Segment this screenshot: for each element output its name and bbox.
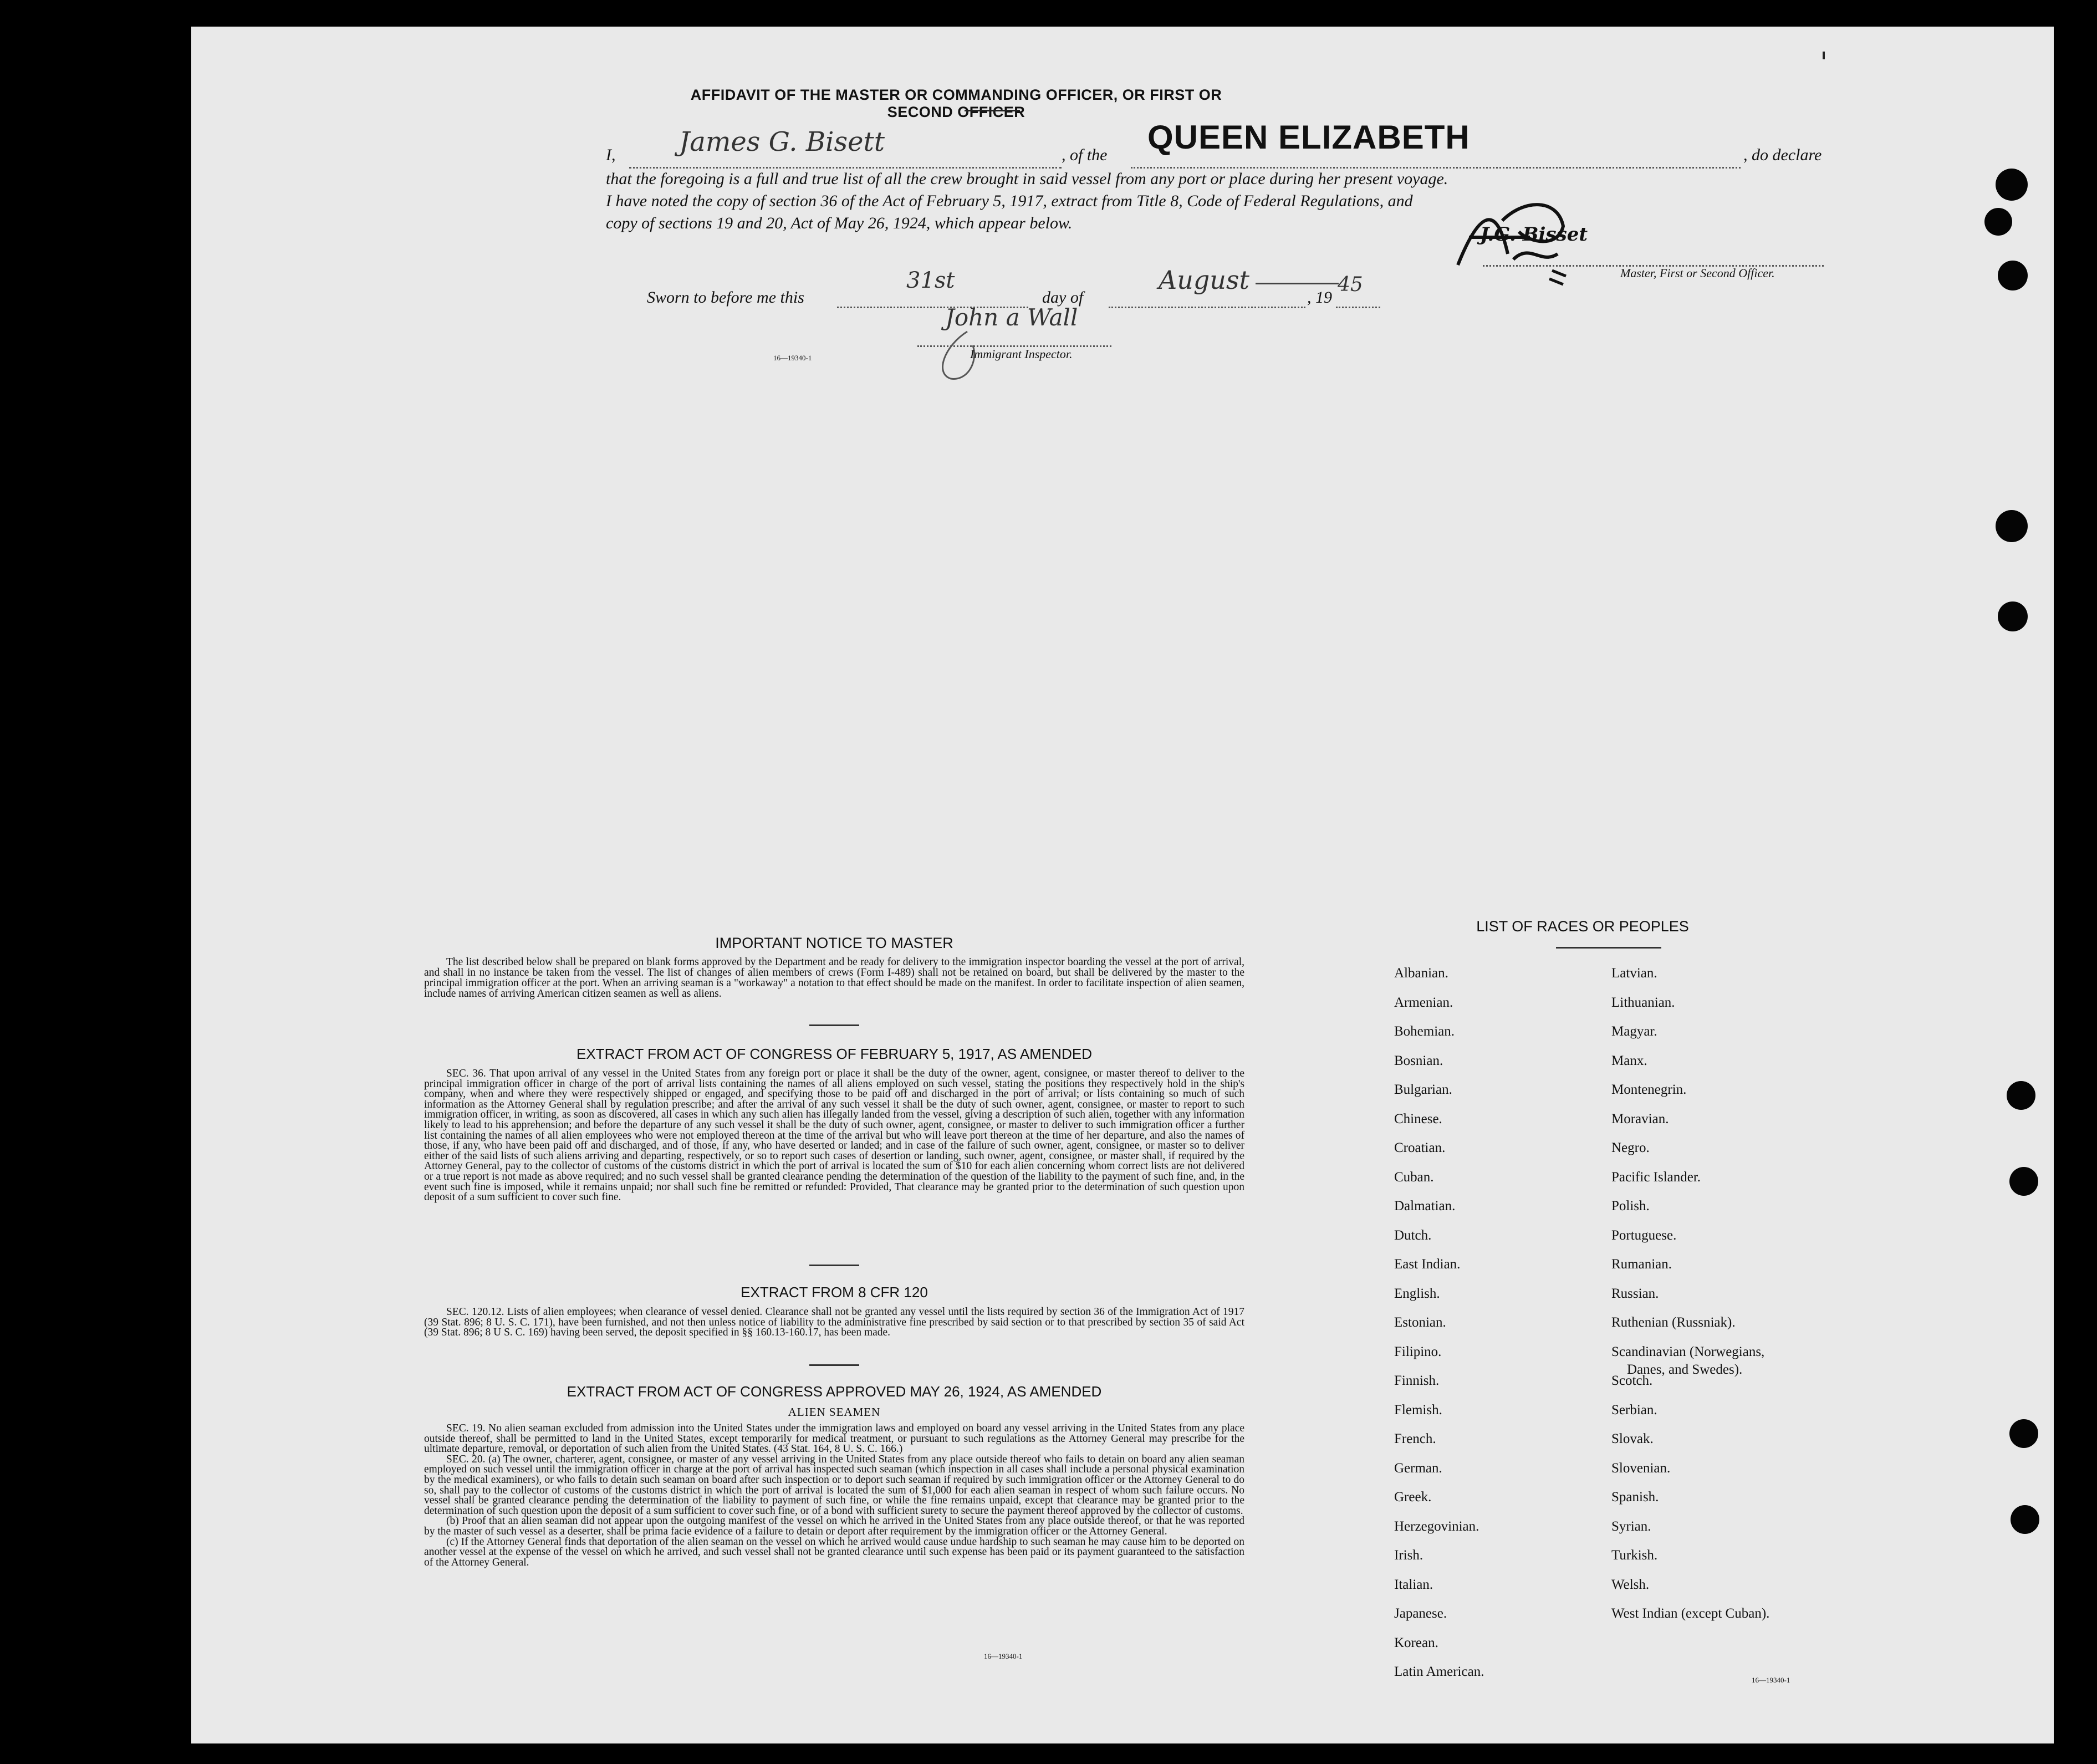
punch-hole	[2011, 1505, 2039, 1534]
race-item: Magyar.	[1611, 1024, 1657, 1039]
race-item: Lithuanian.	[1611, 995, 1675, 1010]
rule-2	[809, 1265, 859, 1266]
race-item: Welsh.	[1611, 1577, 1650, 1592]
race-item: Negro.	[1611, 1140, 1650, 1155]
race-item: Chinese.	[1394, 1111, 1442, 1126]
race-item: Slovenian.	[1611, 1460, 1671, 1476]
year-suffix: 45	[1338, 273, 1363, 296]
race-item: West Indian (except Cuban).	[1611, 1606, 1770, 1621]
race-item: East Indian.	[1394, 1257, 1461, 1272]
race-item: Bosnian.	[1394, 1053, 1443, 1068]
punch-hole	[1998, 601, 2028, 631]
race-item: Flemish.	[1394, 1402, 1442, 1418]
race-item: English.	[1394, 1286, 1440, 1301]
race-item: Spanish.	[1611, 1490, 1659, 1505]
vessel-name: QUEEN ELIZABETH	[1147, 119, 1470, 156]
punch-hole	[2009, 1419, 2038, 1448]
rule-1	[809, 1024, 859, 1026]
race-item: Bulgarian.	[1394, 1082, 1452, 1097]
race-item: Polish.	[1611, 1199, 1650, 1214]
form-number-right: 16—19340-1	[1752, 1676, 1790, 1684]
year-prefix: , 19	[1307, 288, 1332, 307]
officer-name-handwritten: James G. Bisett	[679, 126, 885, 157]
extract-1917-title: EXTRACT FROM ACT OF CONGRESS OF FEBRUARY 5, 1917, AS AMENDED	[576, 1046, 1092, 1062]
races-title: LIST OF RACES OR PEOPLES	[1476, 918, 1689, 935]
race-item: Latvian.	[1611, 966, 1657, 981]
affidavit-line-3: copy of sections 19 and 20, Act of May 26, 1924, which appear below.	[606, 214, 1073, 232]
master-caption: Master, First or Second Officer.	[1620, 266, 1775, 280]
extract-cfr-body: SEC. 120.12. Lists of alien employees; when clearance of vessel denied. Clearance shall not be granted any vessel until the lists required by section 36 of the Immigration Act of 1917 (39 Stat. 896; 8 U. S. C. 171), have been furnished, and not then unless notice of liability to the administrative fine prescribed by said section or to that prescribed by section 35 of said Act (39 Stat. 896; 8 U S. C. 169) having been served, the deposit specified in §§ 160.13-160.17, has been made.	[424, 1306, 1244, 1339]
punch-hole	[2009, 1167, 2038, 1196]
of-the-label: , of the	[1062, 146, 1108, 164]
race-item: Albanian.	[1394, 966, 1448, 981]
extract-1924-title: EXTRACT FROM ACT OF CONGRESS APPROVED MAY 26, 1924, AS AMENDED	[567, 1383, 1102, 1400]
extract-1917-body: SEC. 36. That upon arrival of any vessel in the United States from any foreign port or place it shall be the duty of the owner, agent, consignee, or master thereof to deliver to the principal immigration officer in charge of the port of arrival lists containing the names of all aliens employed on such vessel, stating the positions they respectively hold in the ship's company, when and where they were respectively shipped or engaged, and specifying those to be paid off and discharged in the port of arrival; or lists containing so much of such information as the Attorney General shall by regulation prescribe; and after the arrival of any such vessel it shall be the duty of such owner, agent, consignee, or master to report to such immigration officer, in writing, as soon as discovered, all cases in which any such alien has illegally landed from the vessel, giving a description of such alien, together with any information likely to lead to his apprehension; and before the departure of any such vessel it shall be the duty of such owner, agent, consignee, or master to deliver to such immigration officer a further list containing the names of all alien employees who were not employed thereon at the time of the arrival but who will leave port thereon at the time of her departure, and also the names of those, if any, who have been paid off and discharged, and of those, if any, who have deserted or landed; and in case of the failure of such owner, agent, consignee, or master so to deliver either of the said lists of such aliens arriving and departing, respectively, or so to report such cases of desertion or landing, such owner, agent, consignee, or master shall, if required by the Attorney General, pay to the collector of customs of the customs district in which the port of arrival is located the sum of $10 for each alien concerning whom correct lists are not delivered or a true report is not made as above required; and no such vessel shall be granted clearance pending the determination of the question of the liability to the payment of such fine, and, in the event such fine is imposed, while it remains unpaid; nor shall such fine be remitted or refunded: Provided, That clearance may be granted prior to the determination of such question upon deposit of a sum sufficient to cover such fine.	[424, 1068, 1244, 1204]
affidavit-line-2: I have noted the copy of section 36 of the Act of February 5, 1917, extract from Title 8, Code of Federal Regulations, and	[606, 192, 1413, 210]
race-item: French.	[1394, 1431, 1436, 1446]
sworn-month: August	[1159, 265, 1250, 295]
punch-hole	[1996, 169, 2028, 201]
extract-cfr-title: EXTRACT FROM 8 CFR 120	[741, 1284, 928, 1301]
race-item: Armenian.	[1394, 995, 1453, 1010]
punch-hole	[2007, 1081, 2035, 1110]
race-item: Italian.	[1394, 1577, 1433, 1592]
race-item: Dalmatian.	[1394, 1199, 1456, 1214]
race-item: Serbian.	[1611, 1402, 1657, 1418]
race-item: Latin American.	[1394, 1664, 1484, 1679]
inspector-signature-line	[917, 340, 1111, 347]
race-item: Rumanian.	[1611, 1257, 1672, 1272]
sworn-label: Sworn to before me this	[647, 288, 804, 307]
master-signature: J.G. Bisset	[1480, 223, 1588, 246]
race-item: Croatian.	[1394, 1140, 1446, 1155]
race-item: German.	[1394, 1460, 1442, 1476]
form-number-left: 16—19340-1	[984, 1652, 1023, 1660]
sworn-month-line	[1109, 295, 1305, 308]
month-flourish	[1256, 283, 1339, 284]
race-item: Portuguese.	[1611, 1227, 1677, 1243]
race-item: Montenegrin.	[1611, 1082, 1687, 1097]
race-item: Estonian.	[1394, 1315, 1446, 1330]
punch-hole	[1984, 208, 2012, 236]
race-item: Japanese.	[1394, 1606, 1447, 1621]
i-label: I,	[606, 146, 616, 164]
form-number-top: 16—19340-1	[773, 354, 812, 362]
punch-hole	[1996, 510, 2028, 542]
race-item: Finnish.	[1394, 1373, 1440, 1388]
sec-20c: (c) If the Attorney General finds that deportation of the alien seaman on the vessel on which he arrived would cause undue hardship to such seaman he may cause him to be deported on another vessel at the expense of the vessel on which he arrived, and such vessel shall not be granted clearance until such expense has been paid or its payment guaranteed to the satisfaction of the Attorney General.	[424, 1536, 1244, 1568]
race-item: Russian.	[1611, 1286, 1659, 1301]
race-item: Herzegovinian.	[1394, 1518, 1479, 1534]
race-item: Bohemian.	[1394, 1024, 1455, 1039]
inspector-caption: Immigrant Inspector.	[970, 347, 1073, 361]
punch-hole	[1998, 261, 2028, 290]
do-declare-label: , do declare	[1743, 146, 1822, 164]
rule-3	[809, 1364, 859, 1366]
day-of-label: day of	[1042, 288, 1084, 307]
extract-1924-text	[424, 1424, 1244, 1568]
race-item: Cuban.	[1394, 1169, 1434, 1185]
race-item: Scotch.	[1611, 1373, 1653, 1388]
races-rule	[1556, 947, 1661, 949]
race-item: Manx.	[1611, 1053, 1647, 1068]
race-item: Slovak.	[1611, 1431, 1654, 1446]
affidavit-title: AFFIDAVIT OF THE MASTER OR COMMANDING OFFICER, OR FIRST OR SECOND OFFICER	[690, 86, 1222, 120]
race-item: Irish.	[1394, 1548, 1423, 1563]
race-item: Syrian.	[1611, 1518, 1651, 1534]
race-item: Greek.	[1394, 1490, 1432, 1505]
sec-20b: (b) Proof that an alien seaman did not appear upon the outgoing manifest of the vessel on which he arrived in the United States from any place outside thereof, or that he was reported by the master of such vessel as a deserter, shall be prima facie evidence of a failure to detain or deport after requirement by the immigration officer or the Attorney General.	[424, 1515, 1244, 1537]
year-line	[1336, 295, 1380, 308]
inspector-signature: John a Wall	[945, 304, 1078, 331]
title-rule	[965, 110, 1020, 111]
race-item: Pacific Islander.	[1611, 1169, 1701, 1185]
race-item: Ruthenian (Russniak).	[1611, 1315, 1736, 1330]
race-item: Korean.	[1394, 1635, 1438, 1650]
corner-mark	[1823, 52, 1825, 59]
race-item: Scandinavian (Norwegians,	[1611, 1344, 1765, 1359]
race-item: Danes, and Swedes).	[1627, 1362, 1743, 1377]
sec-19: SEC. 19. No alien seaman excluded from admission into the United States under the immigration laws and employed on board any vessel arriving in the United States from any place outside thereof, shall be permitted to land in the United States, except temporarily for medical treatment, or pursuant to such regulations as the Attorney General may prescribe for the ultimate departure, removal, or deportation of such alien from the United States. (43 Stat. 164, 8 U. S. C. 166.)	[424, 1423, 1244, 1455]
race-item: Moravian.	[1611, 1111, 1669, 1126]
race-item: Turkish.	[1611, 1548, 1658, 1563]
extract-1924-subtitle: ALIEN SEAMEN	[788, 1405, 881, 1419]
document-page	[191, 27, 2054, 1743]
sec-20a: SEC. 20. (a) The owner, charterer, agent, consignee, or master of any vessel arriving in the United States from any place outside thereof who fails to detain on board any alien seaman employed on such vessel until the immigration officer in charge at the port of arrival has inspected such seaman (which inspection in all cases shall include a personal physical examination by the medical examiners), or who fails to detain such seaman on board after such inspection or to deport such seaman if required by such immigration officer or the Attorney General to do so, shall pay to the collector of customs of the customs district in which the port of arrival is located the sum of $1,000 for each alien seaman in respect of whom such failure occurs. No vessel shall be granted clearance pending the determination of the liability to payment of such fine, or while the fine remains unpaid, except that clearance may be granted prior to the determination of such question upon the deposit of a sum sufficient to cover such fine, or of a bond with sufficient surety to secure the payment thereof approved by the collector of customs.	[424, 1453, 1244, 1517]
notice-title: IMPORTANT NOTICE TO MASTER	[715, 935, 953, 951]
race-item: Filipino.	[1394, 1344, 1442, 1359]
affidavit-line-1: that the foregoing is a full and true list of all the crew brought in said vessel from any port or place during her present voyage.	[606, 170, 1448, 188]
race-item: Dutch.	[1394, 1227, 1432, 1243]
sworn-day: 31st	[906, 268, 955, 293]
notice-body: The list described below shall be prepared on blank forms approved by the Department and be ready for delivery to the immigration inspector boarding the vessel at the port of arrival, and shall in no instance be taken from the vessel. The list of changes of alien members of crews (Form I-489) shall not be retained on board, but shall be delivered by the master to the principal immigration officer at the port. When an arriving seaman is a "workaway" a notation to that effect should be made on the manifest. In order to facilitate inspection of alien seamen, include names of arriving American citizen seamen as well as aliens.	[424, 956, 1244, 1000]
